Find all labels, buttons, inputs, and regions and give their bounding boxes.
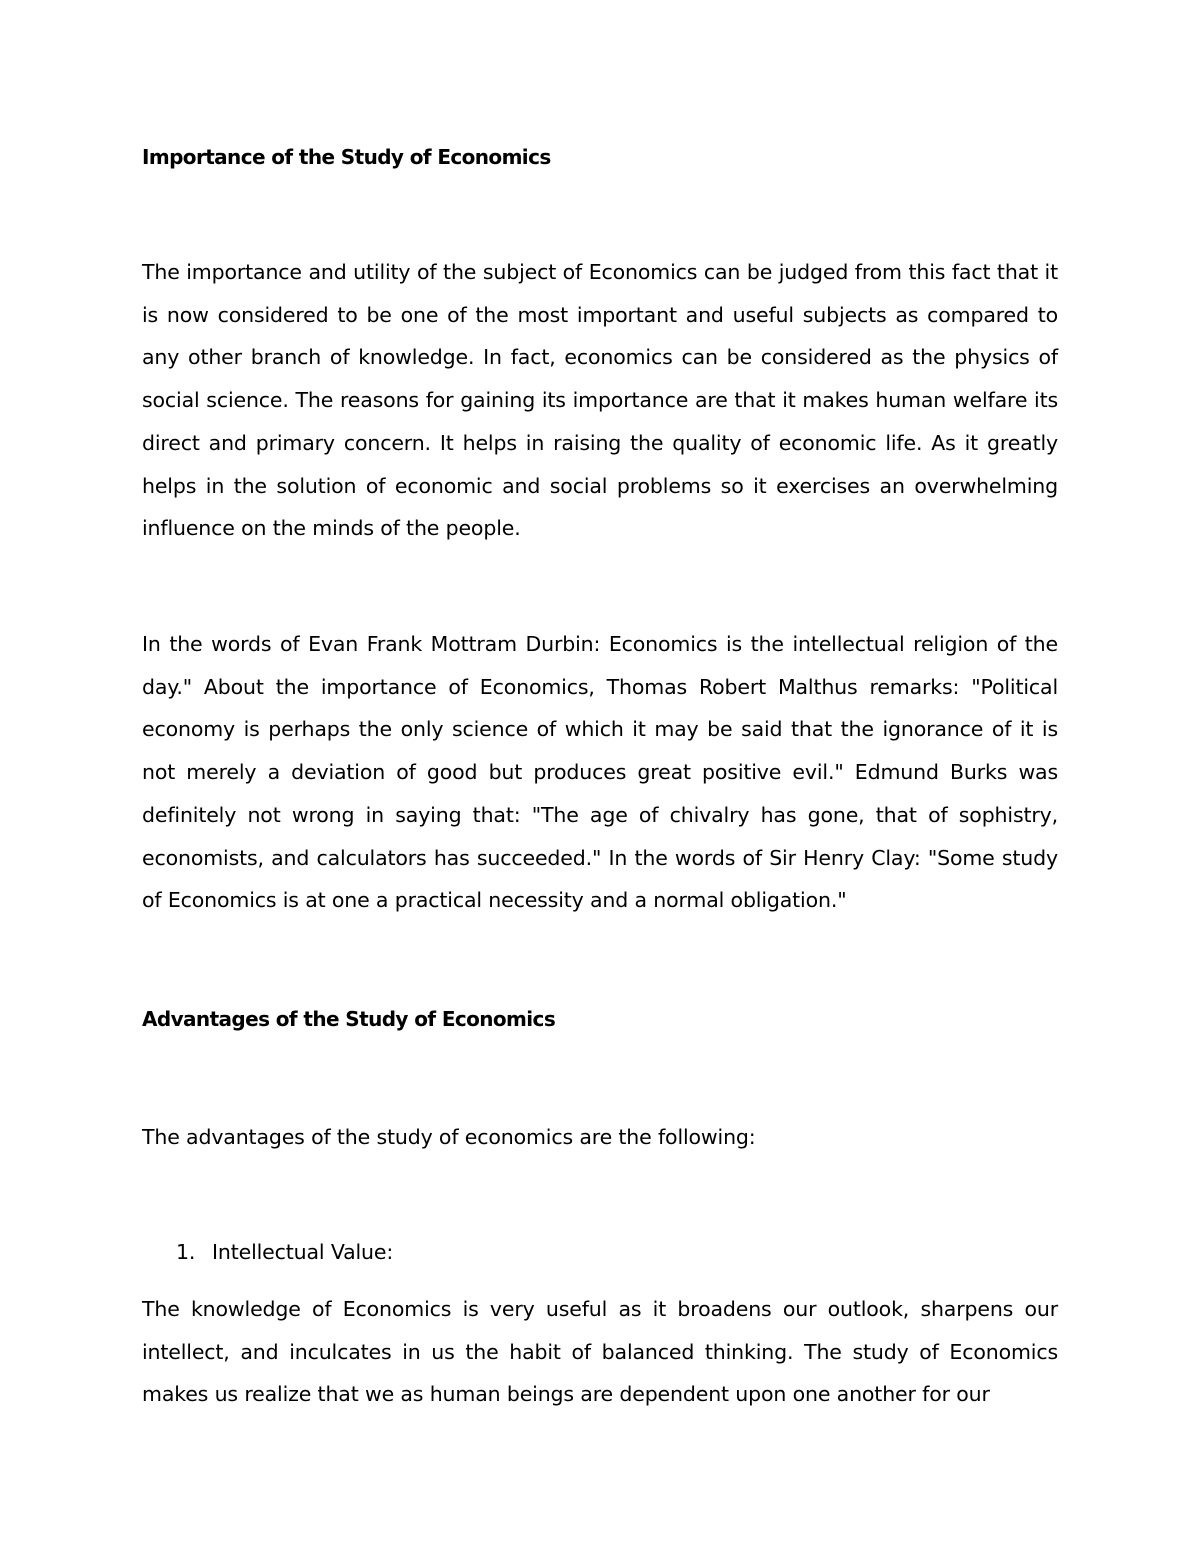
paragraph-importance: The importance and utility of the subject of Economics can be judged from this fact that it is now considered to be one of the most important and useful subjects as compared to any other branch of knowledge. In fact, economics can be considered as the physics of social science. The reasons for gaining its importance are that it makes human welfare its direct and primary concern. It helps in raising the quality of economic life. As it greatly helps in the solution of economic and social problems so it exercises an overwhelming influence on the minds of the people.	[142, 260, 1058, 541]
advantages-intro: The advantages of the study of economics are the following:	[142, 1125, 756, 1149]
section-heading-advantages: Advantages of the Study of Economics	[142, 1007, 556, 1031]
section-heading-importance: Importance of the Study of Economics	[142, 145, 551, 169]
list-item-label: Intellectual Value:	[212, 1240, 394, 1264]
list-item-number: 1.	[176, 1240, 196, 1264]
paragraph-intellectual-value: The knowledge of Economics is very useful as it broadens our outlook, sharpens our intellect, and inculcates in us the habit of balanced thinking. The study of Economics makes us realize that we as human beings are dependent upon one another for our	[142, 1297, 1058, 1407]
list-item	[176, 1239, 393, 1265]
paragraph-quotes: In the words of Evan Frank Mottram Durbin: Economics is the intellectual religion of the day." About the importance of Economics, Thomas Robert Malthus remarks: "Political economy is perhaps the only science of which it may be said that the ignorance of it is not merely a deviation of good but produces great positive evil." Edmund Burks was definitely not wrong in saying that: "The age of chivalry has gone, that of sophistry, economists, and calculators has succeeded." In the words of Sir Henry Clay: "Some study of Economics is at one a practical necessity and a normal obligation."	[142, 632, 1058, 913]
